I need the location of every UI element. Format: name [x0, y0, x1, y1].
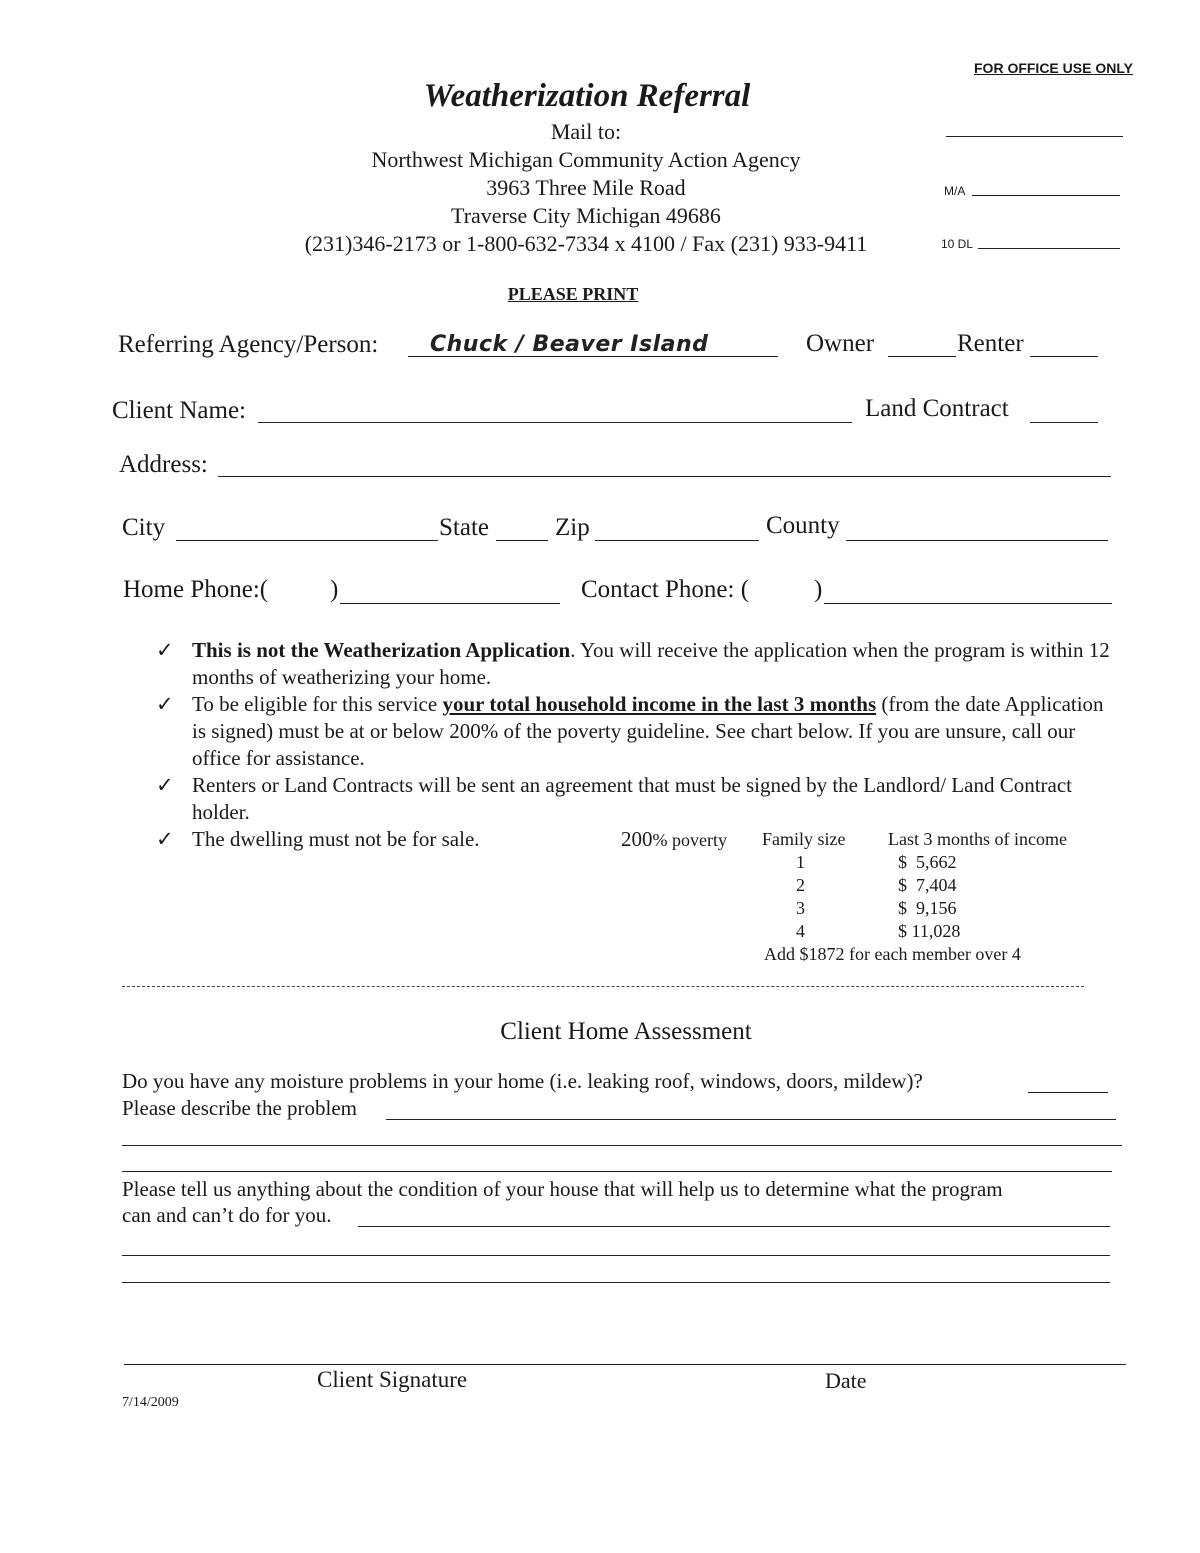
condition-field[interactable] — [358, 1226, 1110, 1227]
home-phone-label: Home Phone:( — [123, 576, 269, 603]
family-size: 4 — [796, 921, 805, 941]
land-contract-field[interactable] — [1030, 422, 1098, 423]
income-header: Last 3 months of income — [888, 829, 1067, 849]
check-icon: ✓ — [156, 773, 174, 797]
moisture-question: Do you have any moisture problems in your home (i.e. leaking roof, windows, doors, mildew)? — [122, 1069, 923, 1093]
family-size: 1 — [796, 852, 805, 872]
dl-label: 10 DL — [941, 237, 974, 251]
describe-field-line[interactable] — [122, 1145, 1122, 1146]
state-field[interactable] — [496, 540, 548, 541]
referring-value: Chuck / Beaver Island — [430, 332, 709, 357]
agency-name: Northwest Michigan Community Action Agency — [371, 147, 801, 172]
please-print: PLEASE PRINT — [507, 284, 639, 304]
describe-field-line[interactable] — [122, 1171, 1112, 1172]
signature-line[interactable] — [124, 1364, 1126, 1365]
renter-label: Renter — [957, 330, 1024, 357]
income-value: $ 9,156 — [898, 898, 957, 918]
checklist-text: To be eligible for this service — [192, 692, 443, 716]
family-size: 2 — [796, 875, 805, 895]
checklist-text: (from the date Application is signed) must be at or below 200% of the poverty guideline. See chart below. If you are unsure, call our office for assistance. — [192, 692, 1104, 770]
agency-city: Traverse City Michigan 49686 — [451, 203, 721, 228]
owner-label: Owner — [806, 330, 875, 357]
not-application-notice: This is not the Weatherization Application — [192, 638, 571, 662]
assessment-heading: Client Home Assessment — [500, 1018, 752, 1045]
contact-phone-close: ) — [814, 576, 823, 603]
ma-label: M/A — [944, 184, 966, 198]
address-field[interactable] — [218, 476, 1111, 477]
condition-question-cont: can and can’t do for you. — [122, 1203, 332, 1227]
land-contract-label: Land Contract — [865, 395, 1009, 422]
income-footnote: Add $1872 for each member over 4 — [764, 944, 1021, 964]
income-row — [796, 851, 996, 874]
checklist-item — [156, 637, 1116, 691]
poverty-label — [621, 828, 727, 852]
county-label: County — [766, 512, 840, 539]
mail-to: Mail to: — [550, 119, 622, 144]
contact-phone-label: Contact Phone: ( — [581, 576, 750, 603]
date-label: Date — [825, 1368, 867, 1393]
income-row — [796, 874, 996, 897]
describe-field[interactable] — [386, 1119, 1116, 1120]
county-field[interactable] — [846, 540, 1108, 541]
zip-label: Zip — [555, 514, 590, 541]
revision-date: 7/14/2009 — [122, 1395, 179, 1410]
client-signature-label: Client Signature — [317, 1367, 468, 1392]
income-emphasis: your total household income in the last 3 months — [442, 692, 877, 716]
checklist-text: Renters or Land Contracts will be sent an agreement that must be signed by the Landlord/ Land Contract holder. — [192, 773, 1073, 824]
renter-field[interactable] — [1030, 356, 1098, 357]
check-icon: ✓ — [156, 692, 174, 716]
family-size-header: Family size — [762, 829, 846, 849]
section-divider — [122, 986, 1084, 987]
page-title: Weatherization Referral — [423, 78, 751, 114]
condition-question: Please tell us anything about the condition of your house that will help us to determine what the program — [122, 1177, 1003, 1201]
client-name-label: Client Name: — [112, 397, 246, 424]
client-name-field[interactable] — [258, 422, 852, 423]
agency-phones: (231)346-2173 or 1-800-632-7334 x 4100 / Fax (231) 933-9411 — [304, 231, 868, 256]
describe-label: Please describe the problem — [122, 1096, 357, 1120]
city-label: City — [122, 514, 166, 541]
state-label: State — [439, 514, 489, 541]
family-size: 3 — [796, 898, 805, 918]
agency-street: 3963 Three Mile Road — [486, 175, 686, 200]
income-value: $ 7,404 — [898, 875, 957, 895]
home-phone-field[interactable] — [340, 603, 560, 604]
eligibility-checklist — [156, 637, 1116, 853]
check-icon: ✓ — [156, 638, 174, 662]
checklist-item — [156, 691, 1116, 772]
moisture-answer-field[interactable] — [1028, 1092, 1108, 1093]
referring-label: Referring Agency/Person: — [118, 331, 379, 358]
poverty-text: % poverty — [652, 830, 727, 850]
zip-field[interactable] — [595, 540, 759, 541]
address-label: Address: — [119, 451, 208, 478]
income-row — [796, 920, 996, 943]
poverty-percent: 200 — [621, 827, 653, 851]
city-field[interactable] — [176, 540, 438, 541]
contact-phone-field[interactable] — [824, 603, 1112, 604]
income-value: $ 11,028 — [898, 921, 961, 941]
owner-field[interactable] — [888, 356, 956, 357]
checklist-item — [156, 772, 1116, 826]
condition-field-line[interactable] — [122, 1282, 1110, 1283]
condition-field-line[interactable] — [122, 1255, 1110, 1256]
checklist-text: . You will receive the application when the program is within 12 months of weatherizing your home. — [192, 638, 1110, 689]
income-row — [796, 897, 996, 920]
income-value: $ 5,662 — [898, 852, 957, 872]
home-phone-close: ) — [330, 576, 339, 603]
check-icon: ✓ — [156, 827, 174, 851]
office-use-label: FOR OFFICE USE ONLY — [974, 60, 1133, 76]
checklist-text: The dwelling must not be for sale. — [192, 827, 480, 851]
